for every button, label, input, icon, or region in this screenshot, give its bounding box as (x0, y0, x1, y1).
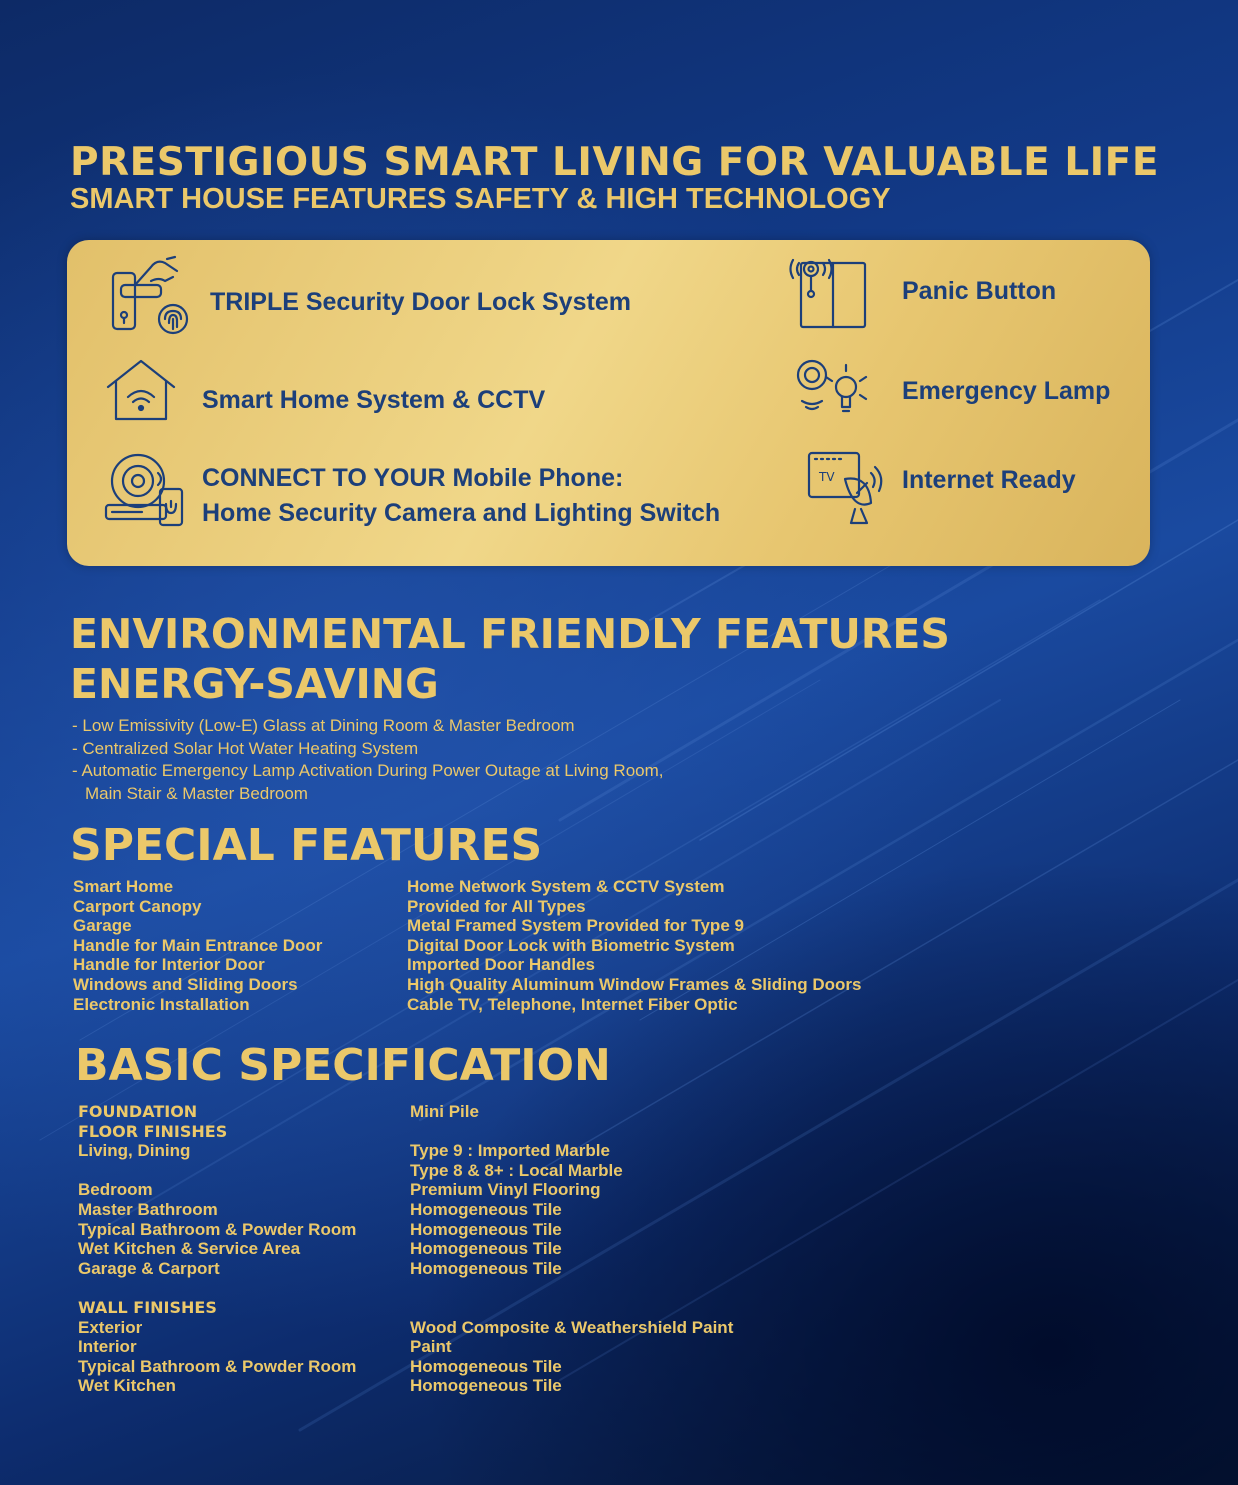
page-subtitle: SMART HOUSE FEATURES SAFETY & HIGH TECHNOLOGY (70, 183, 891, 215)
list-item (78, 1161, 356, 1181)
list-item: Digital Door Lock with Biometric System (407, 935, 735, 955)
tv-label: TV (819, 470, 835, 484)
special-features-left (73, 877, 322, 1014)
list-item: Wet Kitchen & Service Area (78, 1239, 301, 1259)
environment-bullets (72, 715, 664, 805)
list-item (78, 1278, 356, 1298)
list-item (410, 1122, 733, 1142)
list-item: Homogeneous Tile (410, 1356, 562, 1376)
panic-button-icon (787, 255, 871, 333)
spec-heading-floor: FLOOR FINISHES (78, 1121, 228, 1141)
basic-spec-left (78, 1102, 356, 1396)
basic-specification-title: BASIC SPECIFICATION (75, 1040, 611, 1091)
cctv-mobile-icon (102, 449, 188, 531)
basic-spec-right (410, 1102, 733, 1396)
bullet-item: - Automatic Emergency Lamp Activation During Power Outage at Living Room, (72, 761, 664, 780)
list-item: Homogeneous Tile (410, 1199, 562, 1219)
spec-heading-wall: WALL FINISHES (78, 1297, 217, 1317)
list-item: Bedroom (78, 1180, 153, 1200)
list-item: Electronic Installation (73, 994, 250, 1014)
feature-mobile-line2: Home Security Camera and Lighting Switch (202, 499, 721, 527)
feature-mobile-line1: CONNECT TO YOUR Mobile Phone: (202, 464, 624, 492)
list-item (410, 1278, 733, 1298)
feature-door-lock: TRIPLE Security Door Lock System (210, 288, 631, 316)
list-item: Cable TV, Telephone, Internet Fiber Optic (407, 994, 738, 1014)
list-item: Wet Kitchen (78, 1376, 176, 1396)
list-item: Paint (410, 1337, 452, 1357)
special-features-right (407, 877, 861, 1014)
list-item: Homogeneous Tile (410, 1258, 562, 1278)
bullet-item: Main Stair & Master Bedroom (85, 783, 308, 803)
list-item: Exterior (78, 1317, 143, 1337)
tv-satellite-icon (805, 449, 889, 531)
list-item: Windows and Sliding Doors (73, 974, 298, 994)
feature-smart-home: Smart Home System & CCTV (202, 386, 546, 414)
list-item: Typical Bathroom & Powder Room (78, 1219, 357, 1239)
feature-emergency-lamp: Emergency Lamp (902, 377, 1111, 405)
smart-home-wifi-icon (104, 357, 178, 423)
list-item: Smart Home (73, 877, 174, 896)
list-item: Typical Bathroom & Powder Room (78, 1356, 357, 1376)
list-item: Provided for All Types (407, 896, 586, 916)
special-features-title: SPECIAL FEATURES (70, 820, 543, 871)
list-item: Metal Framed System Provided for Type 9 (407, 916, 744, 936)
bullet-item: - Low Emissivity (Low-E) Glass at Dining Room & Master Bedroom (72, 716, 575, 735)
list-item: Premium Vinyl Flooring (410, 1180, 601, 1200)
list-item: Carport Canopy (73, 896, 202, 916)
list-item: Homogeneous Tile (410, 1219, 562, 1239)
list-item: Type 8 & 8+ : Local Marble (410, 1160, 623, 1180)
environment-title: ENVIRONMENTAL FRIENDLY FEATURES (70, 610, 950, 658)
feature-panic-button: Panic Button (902, 277, 1057, 305)
list-item: Type 9 : Imported Marble (410, 1141, 610, 1161)
list-item: Wood Composite & Weathershield Paint (410, 1317, 734, 1337)
list-item: Interior (78, 1337, 137, 1357)
list-item: High Quality Aluminum Window Frames & Sliding Doors (407, 974, 862, 994)
list-item: Homogeneous Tile (410, 1376, 562, 1396)
page-title: PRESTIGIOUS SMART LIVING FOR VALUABLE LIFE (70, 140, 1159, 185)
door-lock-fingerprint-icon (107, 255, 197, 337)
feature-internet-ready: Internet Ready (902, 466, 1076, 494)
bullet-item: - Centralized Solar Hot Water Heating System (72, 738, 419, 758)
list-item: Garage (73, 916, 132, 936)
energy-saving-title: ENERGY-SAVING (70, 660, 439, 708)
list-item: Homogeneous Tile (410, 1239, 562, 1259)
list-item: Handle for Main Entrance Door (73, 935, 323, 955)
list-item (410, 1298, 733, 1318)
list-item: Mini Pile (410, 1102, 479, 1121)
list-item: Handle for Interior Door (73, 955, 265, 975)
emergency-lamp-icon (792, 357, 870, 421)
list-item: Garage & Carport (78, 1258, 220, 1278)
list-item: Living, Dining (78, 1141, 191, 1161)
list-item: Home Network System & CCTV System (407, 877, 725, 896)
list-item: Imported Door Handles (407, 955, 595, 975)
spec-heading-foundation: FOUNDATION (78, 1102, 198, 1121)
list-item: Master Bathroom (78, 1199, 218, 1219)
